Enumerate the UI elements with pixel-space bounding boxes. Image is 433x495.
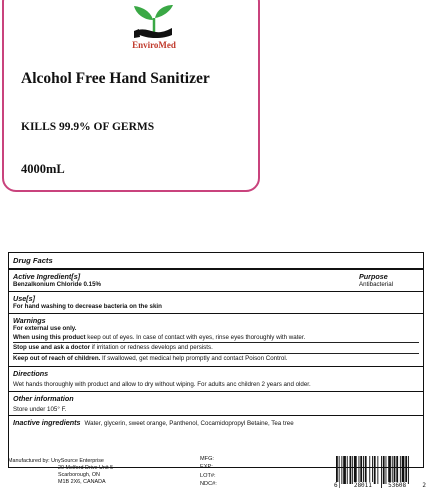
barcode-bar xyxy=(372,456,373,484)
mfg-label: MFG: xyxy=(200,456,214,462)
barcode-bar xyxy=(352,456,353,484)
inactive-ingredients-text: Water, glycerin, sweet orange, Panthenol, Cocamidopropyl Betaine, Tea tree xyxy=(84,420,294,428)
barcode-bar xyxy=(386,456,387,484)
barcode-left-digits: 28011 xyxy=(353,482,372,489)
germ-claim: KILLS 99.9% OF GERMS xyxy=(21,121,155,133)
barcode-bar xyxy=(394,456,396,484)
manufacturer-address-line: Scarborough, ON xyxy=(58,471,100,478)
ndc-label: NDC#: xyxy=(200,481,217,488)
warning-line xyxy=(13,343,419,354)
product-name: Alcohol Free Hand Sanitizer xyxy=(21,70,210,87)
barcode-bar xyxy=(350,456,352,484)
barcode-bar xyxy=(360,456,362,484)
manufacturer-address-line: 20 Melford Drive Unit 5 xyxy=(58,464,114,471)
barcode-check-digit: 2 xyxy=(422,482,426,489)
brand-name: EnviroMed xyxy=(132,40,176,50)
inactive-ingredients-heading: Inactive ingredients xyxy=(13,418,81,428)
barcode-bar xyxy=(369,456,370,484)
plant-in-hand-icon xyxy=(124,4,184,40)
directions-heading: Directions xyxy=(13,368,49,378)
warning-label: When using this product xyxy=(13,333,86,341)
directions-text: Wet hands thoroughly with product and allow to dry without wiping. For adults anc children 2 years and older. xyxy=(13,380,311,388)
warnings-heading: Warnings xyxy=(13,315,46,325)
barcode-bar xyxy=(383,456,385,484)
warnings-intro: For external use only. xyxy=(13,324,77,332)
barcode-lead-digit: 6 xyxy=(334,482,338,489)
barcode-bar xyxy=(341,456,342,484)
uses-text: For hand washing to decrease bacteria on the skin xyxy=(13,303,162,311)
active-ingredient-value: Benzalkonium Chloride 0.15% xyxy=(13,281,102,289)
uses-heading: Use[s] xyxy=(13,294,35,304)
warning-text: If swallowed, get medical help promptly and contact Poison Control. xyxy=(100,355,288,363)
warning-line xyxy=(13,354,419,364)
drug-facts-panel xyxy=(8,252,424,468)
barcode-bar xyxy=(347,456,348,484)
barcode-bar xyxy=(396,456,398,484)
warning-label: Stop use and ask a doctor xyxy=(13,344,91,352)
product-volume: 4000mL xyxy=(21,162,65,176)
upc-barcode xyxy=(333,456,427,490)
manufacturer-info xyxy=(8,458,158,486)
other-information-heading: Other information xyxy=(13,393,74,403)
barcode-bar xyxy=(343,456,346,484)
exp-label: EXP: xyxy=(200,464,213,471)
warning-label: Keep out of reach of children. xyxy=(13,355,101,363)
purpose-heading: Purpose xyxy=(359,272,388,282)
barcode-bar xyxy=(377,456,378,484)
barcode-bar xyxy=(405,456,407,484)
other-information-text: Store under 105° F. xyxy=(13,405,67,413)
lot-codes xyxy=(200,455,217,489)
warning-line xyxy=(13,333,419,344)
front-label xyxy=(2,0,260,192)
barcode-bar xyxy=(359,456,360,484)
barcode-bar xyxy=(363,456,364,484)
active-ingredient-heading: Active Ingredient[s] xyxy=(13,272,81,282)
manufacturer-line: Manufactured by: UnySource Enterprise xyxy=(8,458,104,464)
barcode-bar xyxy=(374,456,376,484)
barcode-bar xyxy=(392,456,393,484)
drug-facts-title: Drug Facts xyxy=(13,256,53,265)
barcode-bar xyxy=(388,456,391,484)
manufacturer-address-line: M1B 2X6, CANADA xyxy=(58,478,106,485)
warning-text: if irritation or redness develops and persists. xyxy=(90,344,213,352)
barcode-bar xyxy=(365,456,367,484)
barcode-bar xyxy=(354,456,357,484)
purpose-value: Antibacterial xyxy=(359,281,394,289)
warning-text: keep out of eyes. In case of contact with eyes, rinse eyes thoroughly with water. xyxy=(85,333,306,341)
barcode-bar xyxy=(402,456,405,484)
barcode-right-digits: 53608 xyxy=(388,482,407,489)
barcode-bar xyxy=(400,456,401,484)
barcode-digits xyxy=(333,482,427,489)
lot-label: LOT#: xyxy=(200,472,216,479)
barcode-bar xyxy=(408,456,409,484)
brand-logo xyxy=(114,4,194,50)
